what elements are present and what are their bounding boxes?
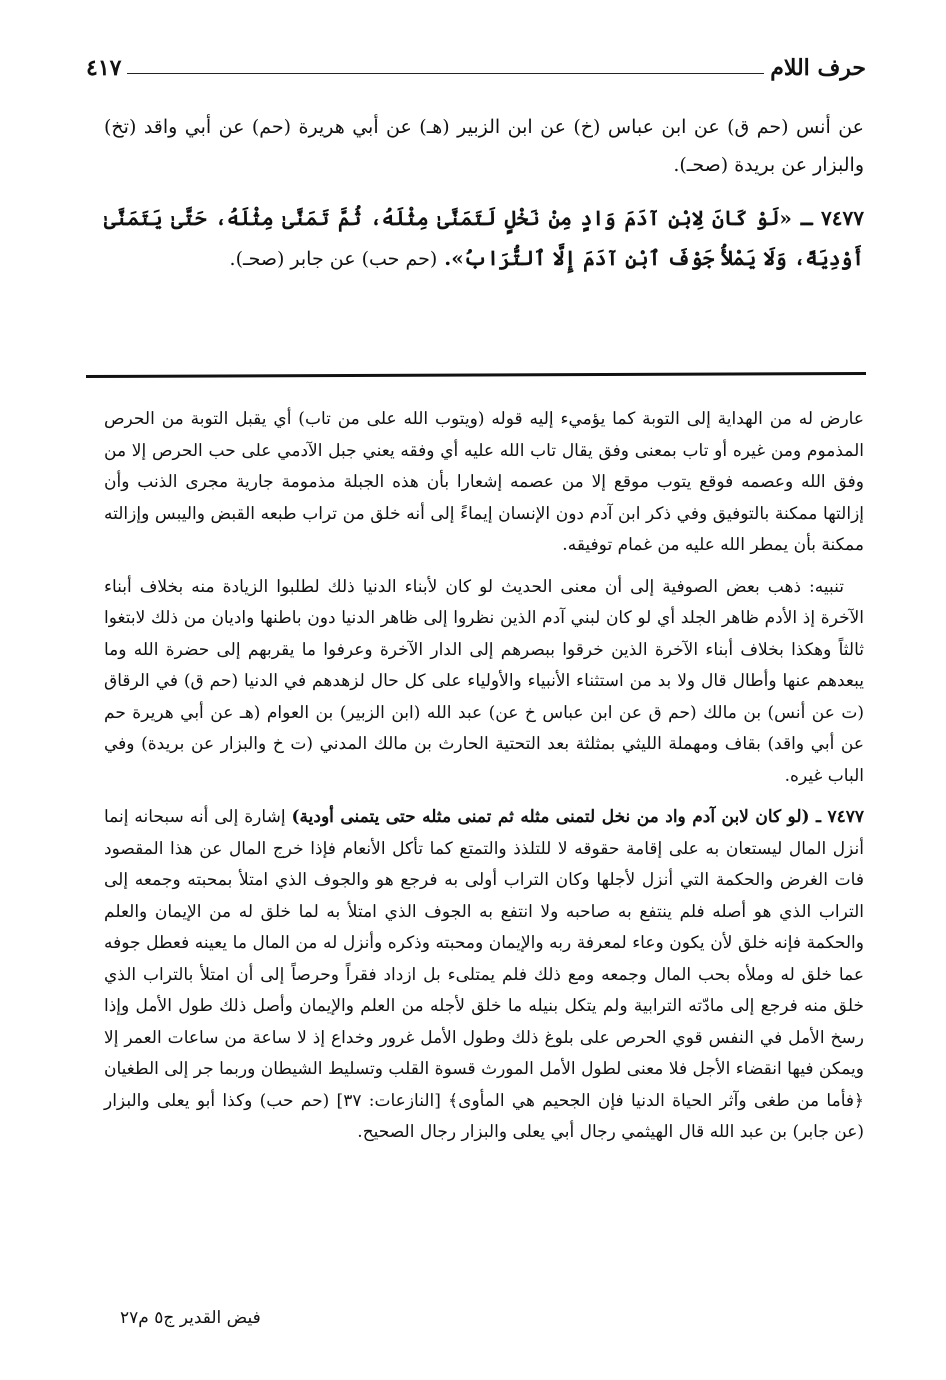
commentary-paragraph [104, 802, 864, 1149]
chapter-title: حرف اللام [770, 55, 866, 81]
page-number: ٤١٧ [86, 55, 122, 81]
running-header [86, 48, 866, 82]
hadith-number: ٧٤٧٧ [821, 206, 864, 230]
main-text-block [104, 108, 864, 279]
hadith-dash: ـ [791, 206, 813, 230]
hadith-source: (حم حب) عن جابر (صحـ). [229, 248, 438, 270]
hadith-entry [104, 198, 864, 279]
commentary-body: إشارة إلى أنه سبحانه إنما أنزل المال ليستعان به على إقامة حقوقه لا للتلذذ والتمتع كما تأكل الأنعام فإذا خرج المال عن هذا المقصود فات الغرض والحكمة التي أنزل لأجلها وكان التراب أولى به فرجع هو والجوف الذي امتلأ بمحبته وجمعه إلى التراب الذي هو أصله فلم ينتفع به صاحبه ولا انتفع به الجوف الذي امتلأ به لما خلق له من الإيمان والعلم والحكمة فإنه خلق لأن يكون وعاء لمعرفة ربه والإيمان ومحبته وذكره وأنزل له من المال ما يعينه فعطل جوفه عما خلق له وملأه بحب المال وجمعه ومع ذلك فلم يمتلىء بل ازداد فقراً وحرصاً إلى أن امتلأ بالتراب الذي خلق منه فرجع إلى مادّته الترابية ولم يتكل بنيله ما خلق لأجله من العلم والإيمان وأصل ذلك طول الأمل وإذا رسخ الأمل في النفس قوي الحرص على بلوغ ذلك وطول الأمل غرور وخداع إذ لا ساعة من ساعات العمر إلا ويمكن فيها انقضاء الأجل فلا معنى لطول الأمل المورث قسوة القلب وتسليط الشيطان وربما جر إلى الطغيان ﴿فأما من طغى وآثر الحياة الدنيا فإن الجحيم هي المأوى﴾ [النازعات: ٣٧] (حم حب) وكذا أبو يعلى والبزار (عن جابر) بن عبد الله قال الهيثمي رجال أبي يعلى والبزار رجال الصحيح. [104, 807, 864, 1142]
continuation-line: عن أنس (حم ق) عن ابن عباس (خ) عن ابن الزبير (هـ) عن أبي هريرة (حم) عن أبي واقد (تخ) والبزار عن بريدة (صحـ). [104, 116, 864, 176]
volume-signature: فيض القدير ج٥ م٢٧ [120, 1308, 261, 1328]
header-rule [127, 73, 764, 74]
hadith-text: «لَوْ كَانَ لِابْنِ آدَمَ وَادٍ مِنْ نَخْلٍ لَتَمَنَّىٰ مِثْلَهُ، ثُمَّ تَمَنَّىٰ مِثْلَهُ، حَتَّىٰ يَتَمَنَّىٰ أَوْدِيَةً، وَلَا يَمْلأُ جَوْفَ ٱبْنِ آدَمَ إِلَّا ٱلتُّرَابُ». [104, 206, 864, 270]
commentary-paragraph: عارض له من الهداية إلى التوبة كما يؤميء إليه قوله (ويتوب الله على من تاب) أي يقبل التوبة من الحرص المذموم ومن غيره أو تاب بمعنى وفق يقال تاب الله عليه أي وفقه يعني جبل الآدمي على حب الحرص إلا من وفق الله وعصمه فوقع يتوب موقع إلا من عصمه إشعارا بأن هذه الجبلة مذمومة جارية مجرى الذنب وأن إزالتها ممكنة بالتوفيق وفي ذكر ابن آدم دون الإنسان إيماءً إلى أنه خلق من تراب طبعه القبض واليبس وإزالته ممكنة بأن يمطر الله عليه من غمام توفيقه. [104, 409, 864, 555]
commentary-block [104, 404, 864, 1159]
section-divider [86, 372, 866, 378]
commentary-paragraph: تنبيه: ذهب بعض الصوفية إلى أن معنى الحديث لو كان لأبناء الدنيا ذلك لطلبوا الزيادة منه بخلاف أبناء الآخرة إذ الأدم ظاهر الجلد أي لو كان لبني آدم الذين نظروا إلى ظاهر الدنيا دون باطنها واديان من ذلك لابتغوا ثالثاً وهكذا بخلاف أبناء الآخرة الذين خرقوا ببصرهم إلى الدار الآخرة وعرفوا ما يقربهم إلى حضرة الله وما يبعدهم عنها وأطال قال ولا بد من استثناء الأنبياء والأولياء على كل حال لزهدهم في الدنيا (حم ق) في الرقاق (ت عن أنس) بن مالك (حم ق عن ابن عباس خ عن) عبد الله (ابن الزبير) بن العوام (هـ عن أبي هريرة حم عن أبي واقد) بقاف ومهملة الليثي بمثلثة بعد التحتية الحارث بن مالك المدني (ت خ والبزار عن بريدة) وفي الباب غيره. [104, 576, 864, 786]
commentary-hadith-lead: ٧٤٧٧ ـ (لو كان لابن آدم واد من نخل لتمنى مثله ثم تمنى مثله حتى يتمنى أودية) [291, 807, 864, 827]
